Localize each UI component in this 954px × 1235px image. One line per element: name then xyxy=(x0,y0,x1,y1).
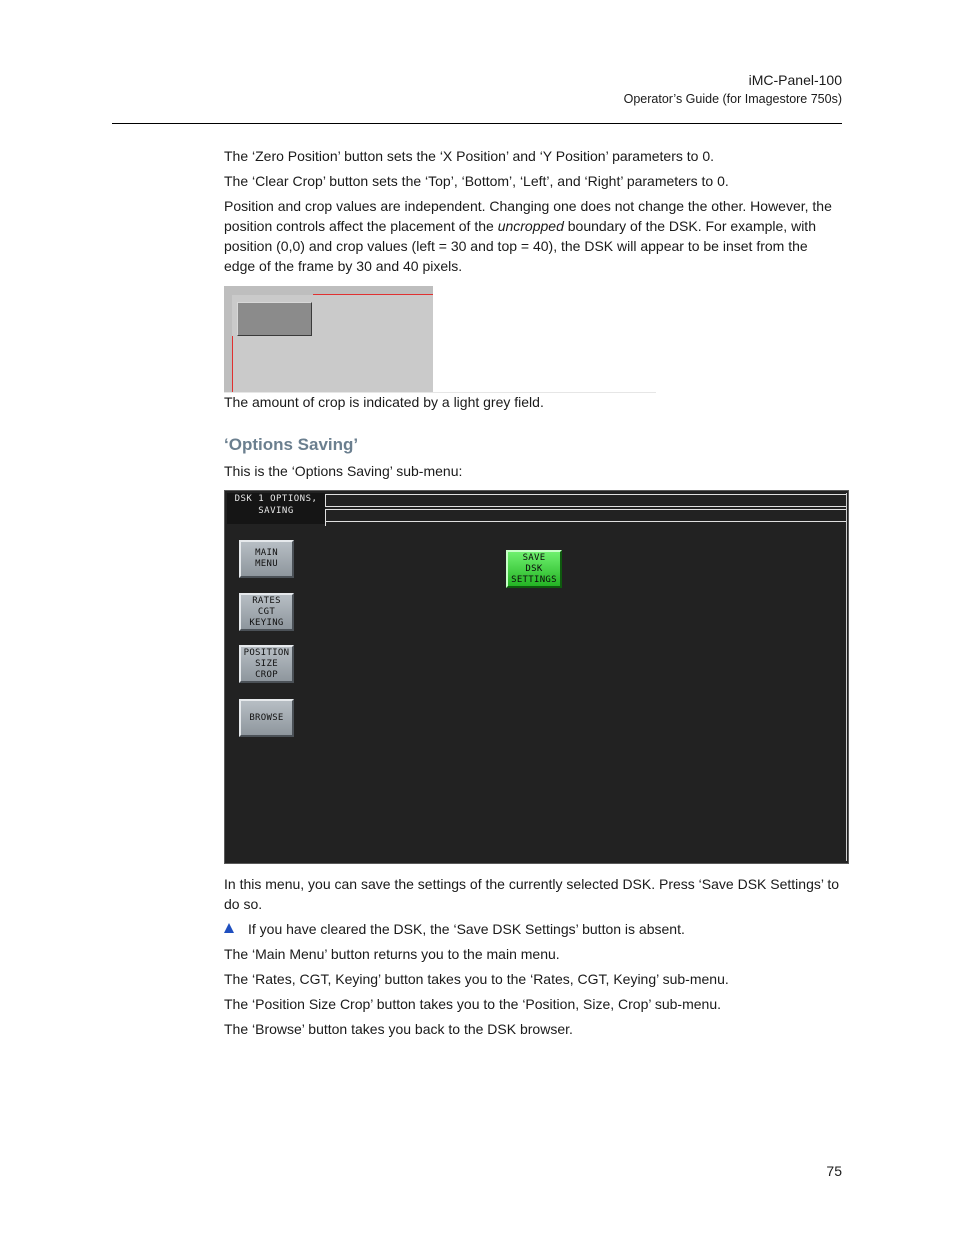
paragraph-zero-position: The ‘Zero Position’ button sets the ‘X Position’ and ‘Y Position’ parameters to 0. xyxy=(224,148,714,164)
rates-label-1: RATES xyxy=(252,595,281,606)
panel-title-line1: DSK 1 OPTIONS, xyxy=(234,494,318,504)
panel-title-line2: SAVING xyxy=(258,506,294,516)
rates-cgt-keying-button[interactable] xyxy=(239,593,294,631)
crop-boundary-top xyxy=(313,294,433,295)
product-name: iMC-Panel-100 xyxy=(748,72,842,88)
section-intro: This is the ‘Options Saving’ sub-menu: xyxy=(224,463,463,479)
paragraph-rates: The ‘Rates, CGT, Keying’ button takes you to the ‘Rates, CGT, Keying’ sub-menu. xyxy=(224,971,729,987)
main-menu-label-2: MENU xyxy=(255,559,278,569)
browse-label: BROWSE xyxy=(249,712,284,723)
save-label-3: SETTINGS xyxy=(511,574,557,585)
main-menu-button[interactable] xyxy=(239,540,294,578)
note-text: If you have cleared the DSK, the ‘Save DSK Settings’ button is absent. xyxy=(248,921,685,937)
paragraph-position: The ‘Position Size Crop’ button takes you to the ‘Position, Size, Crop’ sub-menu. xyxy=(224,996,721,1012)
panel-divider xyxy=(325,522,326,526)
main-menu-label-1: MAIN xyxy=(255,548,278,558)
rates-label-3: KEYING xyxy=(249,617,284,628)
save-label-1: SAVE xyxy=(522,552,546,563)
panel-right-edge xyxy=(846,493,847,861)
paragraph-save-settings: In this menu, you can save the settings of the currently selected DSK. Press ‘Save DSK Settings’ to do so. xyxy=(224,876,840,912)
position-label-3: CROP xyxy=(255,669,278,680)
crop-illustration xyxy=(224,286,656,393)
panel-status-field-2 xyxy=(325,509,847,522)
position-label-1: POSITION xyxy=(243,647,290,658)
position-size-crop-button[interactable] xyxy=(239,645,294,683)
page-header xyxy=(624,70,842,108)
guide-title: Operator’s Guide (for Imagestore 750s) xyxy=(623,92,842,106)
rates-label-2: CGT xyxy=(257,606,276,617)
header-rule xyxy=(112,123,842,124)
save-label-2: DSK xyxy=(525,563,543,574)
crop-boundary-left xyxy=(232,336,233,392)
paragraph-position-crop-part2: boundary of the DSK. For example, with position (0,0) and crop values (left = 30 and top = 40), the DSK will appear to be inset from the edge of the frame by 30 and 40 pixels. xyxy=(224,218,816,274)
paragraph-position-crop-part1: Position and crop values are independent. Changing one does not change the other. However, the position controls affect the placement of the xyxy=(224,198,832,234)
paragraph-clear-crop: The ‘Clear Crop’ button sets the ‘Top’, ‘Bottom’, ‘Left’, and ‘Right’ parameters to 0. xyxy=(224,173,729,189)
warning-triangle-icon xyxy=(224,923,234,933)
panel-title xyxy=(227,493,325,524)
crop-caption: The amount of crop is indicated by a light grey field. xyxy=(224,394,544,410)
section-heading: ‘Options Saving’ xyxy=(224,435,359,454)
emphasis-uncropped: uncropped xyxy=(497,218,564,234)
save-dsk-settings-button[interactable] xyxy=(506,550,562,588)
panel-status-field-1 xyxy=(325,494,847,507)
paragraph-main-menu: The ‘Main Menu’ button returns you to the main menu. xyxy=(224,946,560,962)
browse-button[interactable] xyxy=(239,699,294,737)
paragraph-browse: The ‘Browse’ button takes you back to the DSK browser. xyxy=(224,1021,573,1037)
options-saving-panel xyxy=(224,490,849,864)
paragraph-position-crop xyxy=(224,196,842,276)
position-label-2: SIZE xyxy=(255,658,278,669)
dsk-box xyxy=(237,302,312,336)
note xyxy=(224,919,842,939)
page-number: 75 xyxy=(826,1163,842,1179)
